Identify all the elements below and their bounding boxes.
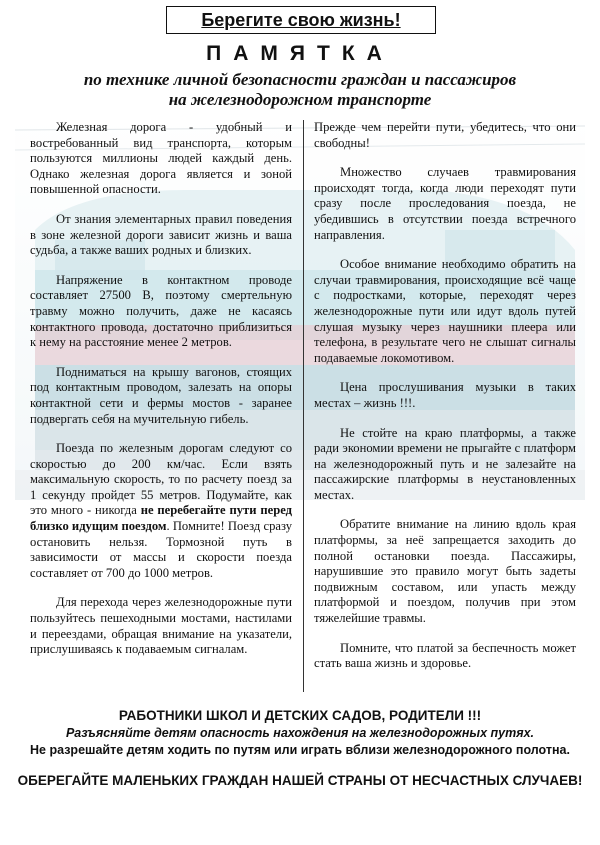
paragraph <box>30 441 292 581</box>
footer-line-2: Разъясняйте детям опасность нахождения на железнодорожных путях. <box>65 726 535 740</box>
paragraph: Множество случаев травмирования происходят тогда, когда люди переходят пути сразу после проследования поезда, не убедившись в отсутствии поезда встречного направления. <box>314 165 576 242</box>
left-column <box>30 120 292 672</box>
footer-line-1: РАБОТНИКИ ШКОЛ И ДЕТСКИХ САДОВ, РОДИТЕЛИ !!! <box>118 708 482 723</box>
subtitle-line-2: на железнодорожном транспорте <box>168 90 432 109</box>
paragraph: Для перехода через железнодорожные пути пользуйтесь пешеходными мостами, настилами и переездами, обращая внимание на указатели, прислушиваясь к подаваемым сигналам. <box>30 595 292 657</box>
paragraph-text: Поезда по железным дорогам следуют со скоростью до 200 км/час. Если взять максимальную скорость, то по расчету поезд за 1 секунду пройдет 55 метров. Подумайте, как это много - никогда <box>30 441 292 518</box>
paragraph: Обратите внимание на линию вдоль края платформы, за неё запрещается заходить до полной остановки поезда. Пассажиры, нарушившие это правило могут быть задеты подвижным составом, или упасть между платформой и поездом, получив при этом тяжелейшие травмы. <box>314 517 576 626</box>
column-divider <box>303 120 304 692</box>
paragraph: От знания элементарных правил поведения в зоне железной дороги зависит жизнь и ваша судьба, а также ваших родных и близких. <box>30 211 292 258</box>
paragraph: Цена прослушивания музыки в таких местах – жизнь !!!. <box>314 380 576 410</box>
paragraph: Особое внимание необходимо обратить на случаи травмирования, происходящие всё чаще с подростками, которые, переходят через железнодорожные пути или идут вдоль путей слушая музыку через наушники плеера или телефона, в результате чего не слышат сигналы подаваемые локомотивом. <box>314 257 576 365</box>
right-column <box>314 120 576 686</box>
paragraph-text: . Помните! Поезд сразу остановить нельзя. Тормозной путь в зависимости от массы и скорости поезда составляет от 700 до 1000 метров. <box>30 519 292 580</box>
leaflet-heading: ПАМЯТКА <box>206 42 394 65</box>
paragraph: Не стойте на краю платформы, а также ради экономии времени не прыгайте с платформ на железнодорожный путь и не залезайте на пассажирские платформы в неустановленных местах. <box>314 425 576 502</box>
paragraph: Железная дорога - удобный и востребованный вид транспорта, которым пользуются миллионы людей каждый день. Однако железная дорога является и зоной повышенной опасности. <box>30 120 292 197</box>
subtitle-line-1: по технике личной безопасности граждан и пассажиров <box>83 70 517 89</box>
paragraph: Прежде чем перейти пути, убедитесь, что они свободны! <box>314 120 576 150</box>
paragraph: Напряжение в контактном проводе составляет 27500 В, поэтому смертельную травму можно получить, даже не касаясь контактного провода, достаточно приблизиться к нему на расстояние менее 2 метров. <box>30 272 292 350</box>
paragraph-emphasis: не перебегайте пути перед близко идущим поездом <box>30 503 293 534</box>
footer-line-3: Не разрешайте детям ходить по путям или играть вблизи железнодорожного полотна. <box>30 743 570 757</box>
leaflet-subtitle <box>20 70 580 110</box>
paragraph: Помните, что платой за беспечность может стать ваша жизнь и здоровье. <box>314 640 576 671</box>
paragraph: Подниматься на крышу вагонов, стоящих под контактным проводом, залезать на опоры контактной сети и фермы мостов - заранее подвергать себя на мучительную гибель. <box>30 364 292 426</box>
footer-line-4: ОБЕРЕГАЙТЕ МАЛЕНЬКИХ ГРАЖДАН НАШЕЙ СТРАНЫ ОТ НЕСЧАСТНЫХ СЛУЧАЕВ! <box>17 773 583 788</box>
top-title: Берегите свою жизнь! <box>166 6 436 34</box>
